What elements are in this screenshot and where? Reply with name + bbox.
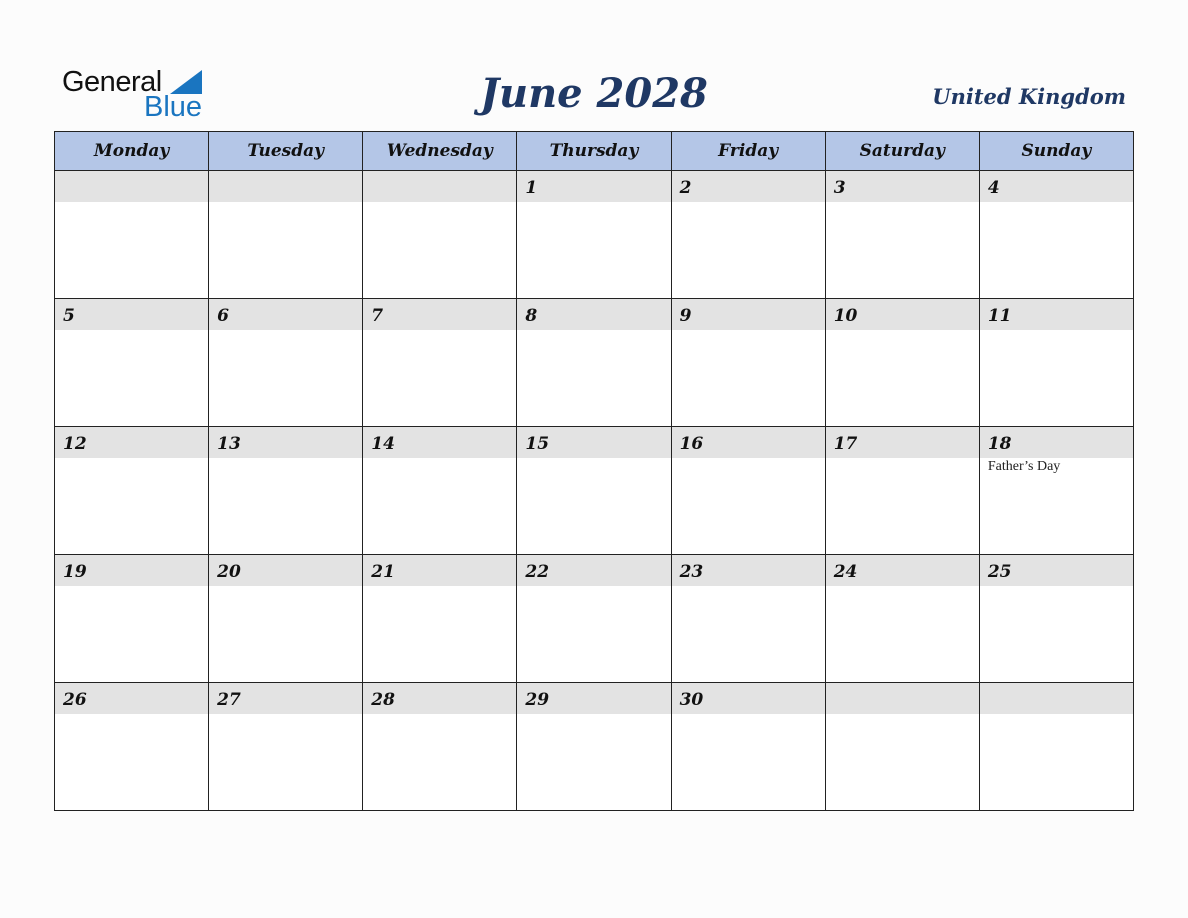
holiday-label: Father’s Day bbox=[987, 459, 1061, 474]
day-number: 9 bbox=[672, 299, 825, 330]
day-cell bbox=[671, 683, 825, 811]
day-cell bbox=[671, 427, 825, 555]
day-cell bbox=[55, 171, 209, 299]
day-number: 15 bbox=[517, 427, 670, 458]
day-cell bbox=[209, 299, 363, 427]
day-number: 16 bbox=[672, 427, 825, 458]
day-cell bbox=[825, 427, 979, 555]
day-cell bbox=[363, 427, 517, 555]
day-number: 2 bbox=[672, 171, 825, 202]
weekday-header: Friday bbox=[671, 132, 825, 171]
day-number: 4 bbox=[980, 171, 1133, 202]
day-cell bbox=[825, 555, 979, 683]
day-cell bbox=[517, 555, 671, 683]
weekday-header: Saturday bbox=[825, 132, 979, 171]
day-cell bbox=[825, 171, 979, 299]
day-cell bbox=[979, 427, 1133, 555]
day-number: 8 bbox=[517, 299, 670, 330]
day-number: 29 bbox=[517, 683, 670, 714]
country-label: United Kingdom bbox=[932, 84, 1126, 109]
day-number: 21 bbox=[363, 555, 516, 586]
calendar-title: June 2028 bbox=[480, 70, 708, 117]
day-cell bbox=[209, 427, 363, 555]
day-number: 27 bbox=[209, 683, 362, 714]
day-number: 22 bbox=[517, 555, 670, 586]
day-cell bbox=[517, 171, 671, 299]
day-cell bbox=[517, 427, 671, 555]
day-cell bbox=[671, 171, 825, 299]
day-number: 19 bbox=[55, 555, 208, 586]
day-cell bbox=[209, 171, 363, 299]
day-number: 28 bbox=[363, 683, 516, 714]
day-number: 17 bbox=[826, 427, 979, 458]
day-cell bbox=[363, 171, 517, 299]
weekday-header: Wednesday bbox=[363, 132, 517, 171]
day-cell bbox=[55, 427, 209, 555]
day-number: 5 bbox=[55, 299, 208, 330]
day-number bbox=[363, 171, 516, 202]
day-number: 23 bbox=[672, 555, 825, 586]
day-number: 12 bbox=[55, 427, 208, 458]
day-cell bbox=[55, 555, 209, 683]
day-cell bbox=[209, 683, 363, 811]
day-number bbox=[209, 171, 362, 202]
day-cell bbox=[979, 555, 1133, 683]
day-number: 20 bbox=[209, 555, 362, 586]
day-cell bbox=[979, 299, 1133, 427]
logo-text-general: General bbox=[62, 66, 162, 98]
weekday-header: Sunday bbox=[979, 132, 1133, 171]
day-number: 13 bbox=[209, 427, 362, 458]
day-number: 3 bbox=[826, 171, 979, 202]
weekday-header: Monday bbox=[55, 132, 209, 171]
day-cell bbox=[363, 555, 517, 683]
day-number: 6 bbox=[209, 299, 362, 330]
day-cell bbox=[363, 683, 517, 811]
day-number bbox=[55, 171, 208, 202]
day-cell bbox=[55, 683, 209, 811]
day-number bbox=[826, 683, 979, 714]
day-cell bbox=[209, 555, 363, 683]
weekday-header: Thursday bbox=[517, 132, 671, 171]
weekday-header: Tuesday bbox=[209, 132, 363, 171]
day-cell bbox=[825, 683, 979, 811]
day-number: 7 bbox=[363, 299, 516, 330]
day-cell bbox=[979, 171, 1133, 299]
week-row bbox=[55, 171, 1134, 299]
day-number: 24 bbox=[826, 555, 979, 586]
day-number: 18 bbox=[980, 427, 1133, 458]
day-cell bbox=[517, 683, 671, 811]
week-row bbox=[55, 427, 1134, 555]
day-number: 26 bbox=[55, 683, 208, 714]
day-cell bbox=[671, 555, 825, 683]
day-cell bbox=[363, 299, 517, 427]
day-number: 11 bbox=[980, 299, 1133, 330]
logo-text-blue: Blue bbox=[144, 91, 203, 123]
day-cell bbox=[825, 299, 979, 427]
day-number: 1 bbox=[517, 171, 670, 202]
day-number: 14 bbox=[363, 427, 516, 458]
day-number: 10 bbox=[826, 299, 979, 330]
day-number bbox=[980, 683, 1133, 714]
day-cell bbox=[55, 299, 209, 427]
day-cell bbox=[979, 683, 1133, 811]
day-number: 25 bbox=[980, 555, 1133, 586]
week-row bbox=[55, 683, 1134, 811]
day-cell bbox=[517, 299, 671, 427]
day-number: 30 bbox=[672, 683, 825, 714]
calendar-grid bbox=[54, 131, 1134, 811]
week-row bbox=[55, 555, 1134, 683]
week-row bbox=[55, 299, 1134, 427]
day-cell bbox=[671, 299, 825, 427]
